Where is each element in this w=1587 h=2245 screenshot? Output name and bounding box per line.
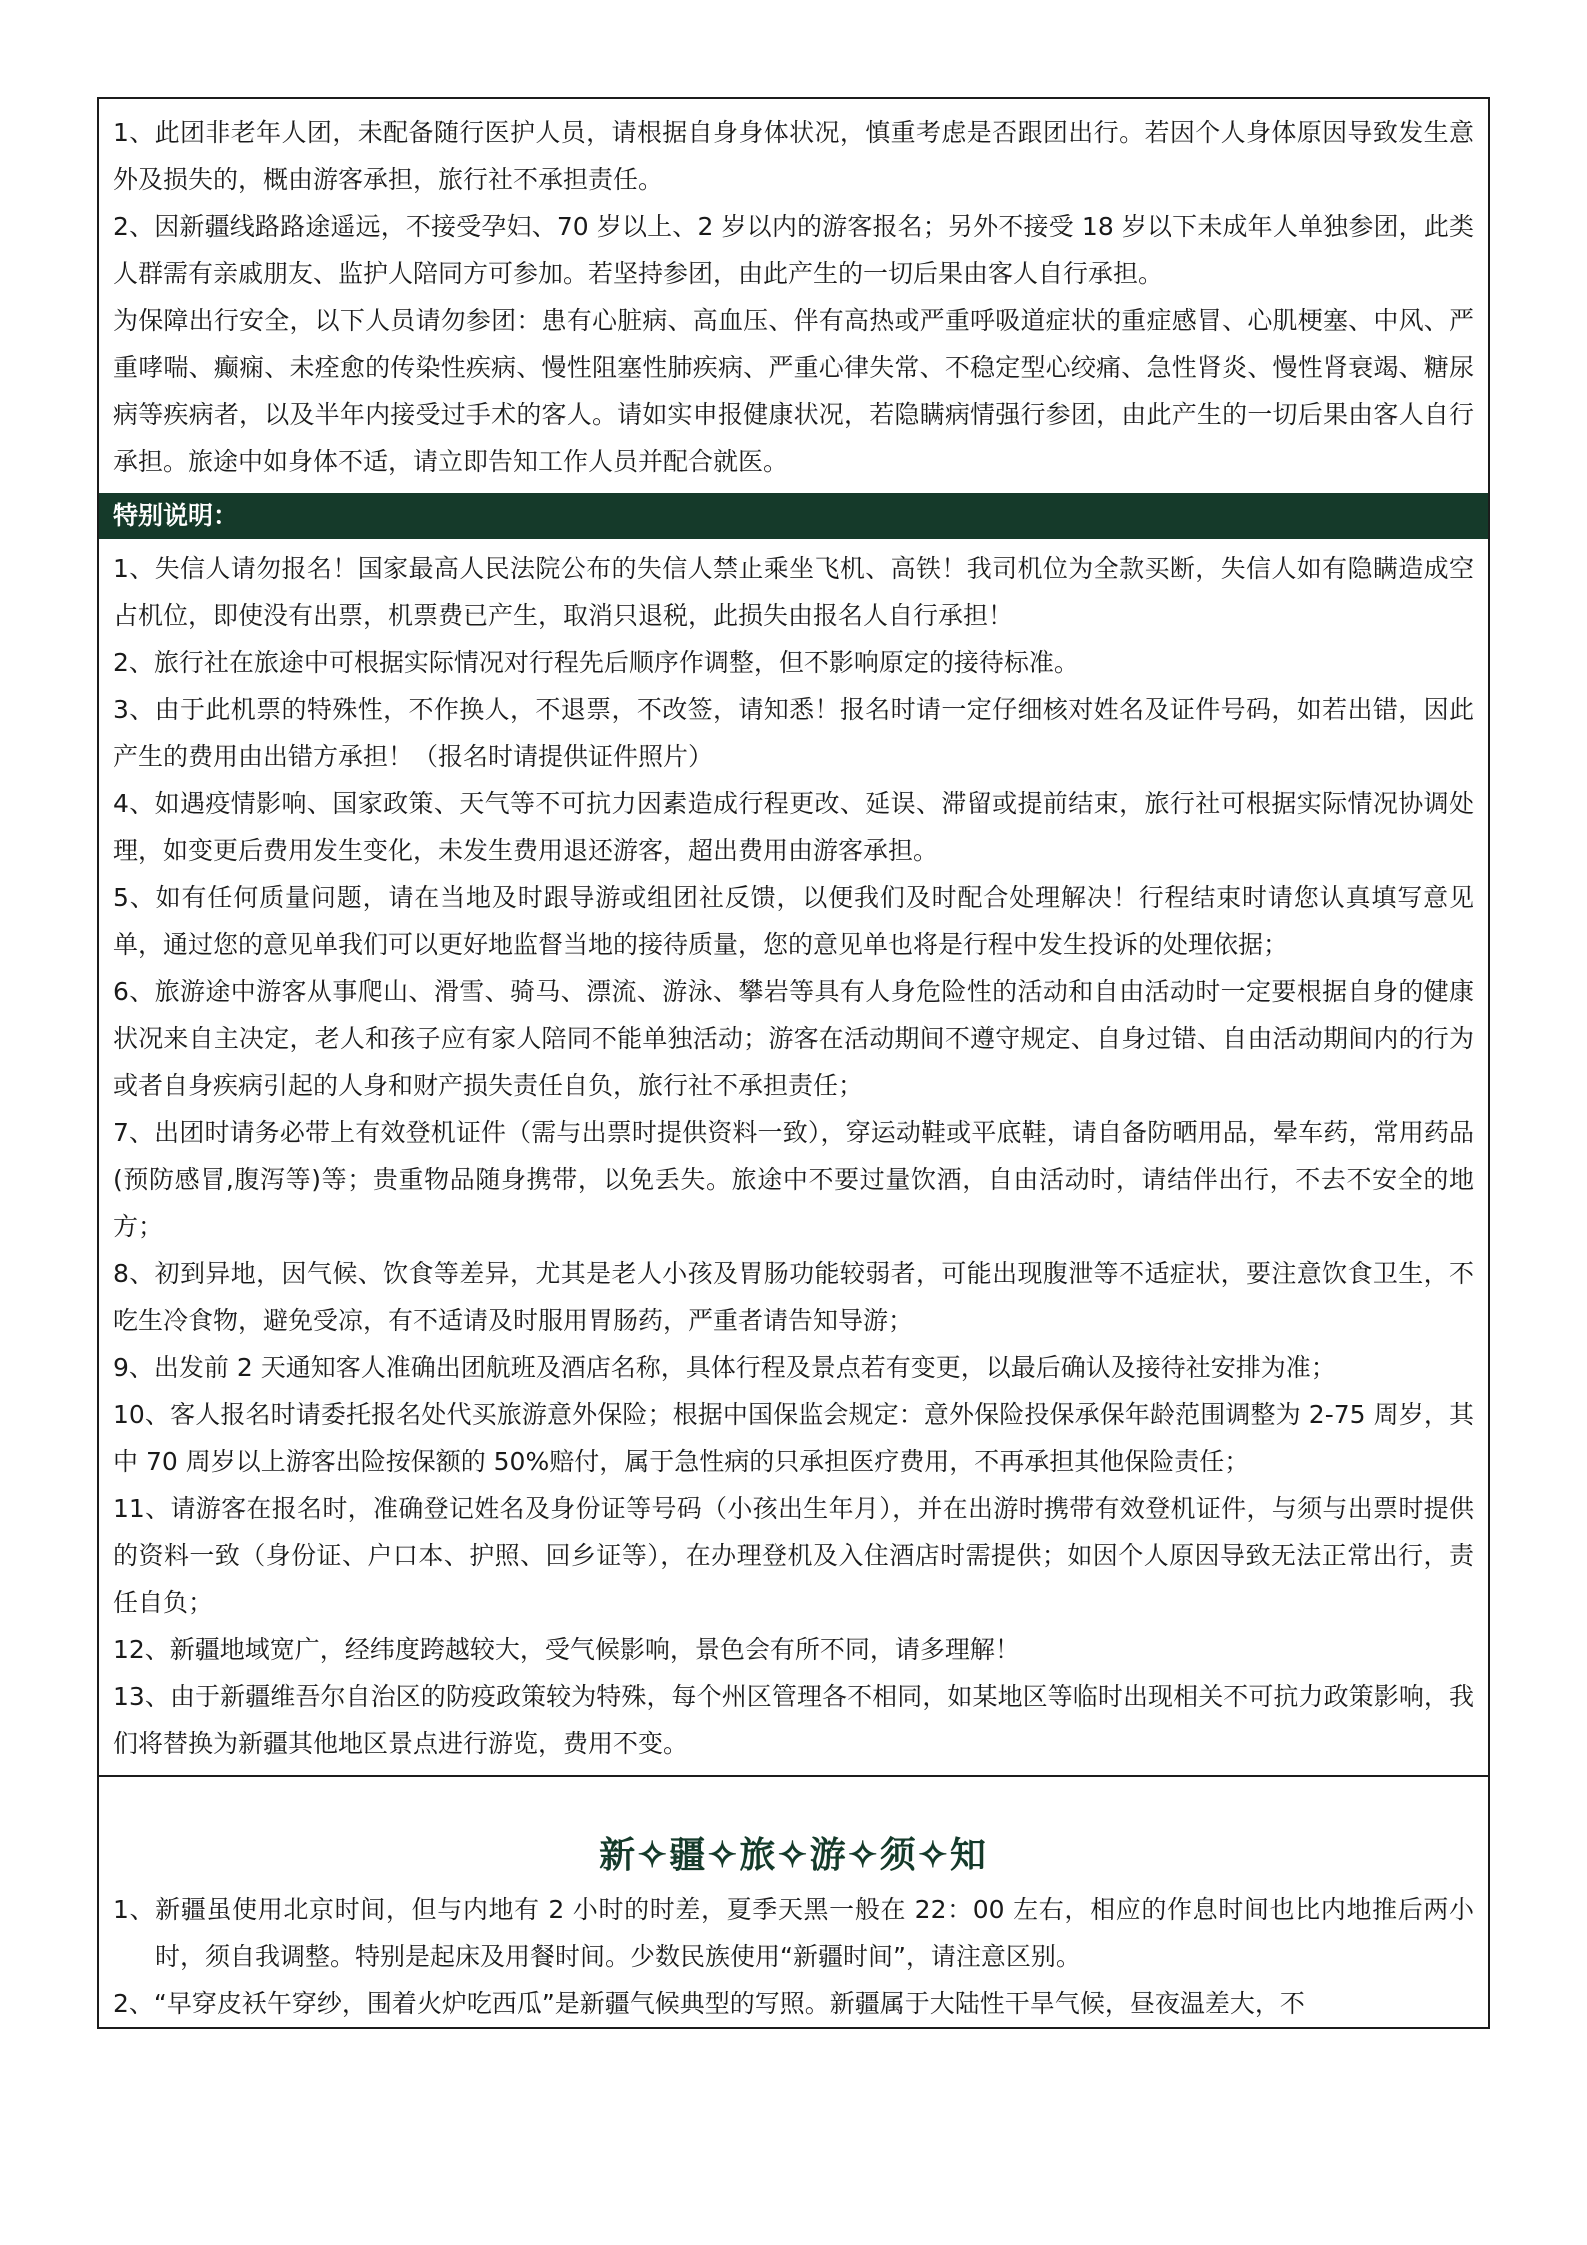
special-item-1: 1、失信人请勿报名！国家最高人民法院公布的失信人禁止乘坐飞机、高铁！我司机位为全款买断，失信人如有隐瞒造成空占机位，即使没有出票，机票费已产生，取消只退税，此损失由报名人自行承担！ (113, 554, 1474, 630)
special-item-8: 8、初到异地，因气候、饮食等差异，尤其是老人小孩及胃肠功能较弱者，可能出现腹泄等不适症状，要注意饮食卫生，不吃生冷食物，避免受凉，有不适请及时服用胃肠药，严重者请告知导游； (113, 1259, 1474, 1335)
special-item-7: 7、出团时请务必带上有效登机证件（需与出票时提供资料一致），穿运动鞋或平底鞋，请自备防晒用品，晕车药，常用药品(预防感冒,腹泻等)等；贵重物品随身携带，以免丢失。旅途中不要过量饮酒，自由活动时，请结伴出行，不去不安全的地方； (113, 1118, 1474, 1241)
special-item-6: 6、旅游途中游客从事爬山、滑雪、骑马、漂流、游泳、攀岩等具有人身危险性的活动和自由活动时一定要根据自身的健康状况来自主决定，老人和孩子应有家人陪同不能单独活动；游客在活动期间不遵守规定、自身过错、自由活动期间内的行为或者自身疾病引起的人身和财产损失责任自负，旅行社不承担责任； (113, 977, 1474, 1100)
health-paragraph-2: 2、因新疆线路路途遥远，不接受孕妇、70 岁以上、2 岁以内的游客报名；另外不接受 18 岁以下未成年人单独参团，此类人群需有亲戚朋友、监护人陪同方可参加。若坚持参团，由此产生的一切后果由客人自行承担。 (113, 212, 1474, 288)
travel-notice-title: 新✧疆✧旅✧游✧须✧知 (599, 1834, 988, 1876)
special-item-11: 11、请游客在报名时，准确登记姓名及身份证等号码（小孩出生年月），并在出游时携带有效登机证件，与须与出票时提供的资料一致（身份证、户口本、护照、回乡证等），在办理登机及入住酒店时需提供；如因个人原因导致无法正常出行，责任自负； (113, 1494, 1474, 1617)
special-item-9: 9、出发前 2 天通知客人准确出团航班及酒店名称，具体行程及景点若有变更，以最后确认及接待社安排为准； (113, 1353, 1336, 1382)
special-item-4: 4、如遇疫情影响、国家政策、天气等不可抗力因素造成行程更改、延误、滞留或提前结束，旅行社可根据实际情况协调处理，如变更后费用发生变化，未发生费用退还游客，超出费用由游客承担。 (113, 789, 1474, 865)
special-item-10: 10、客人报名时请委托报名处代买旅游意外保险；根据中国保监会规定：意外保险投保承保年龄范围调整为 2-75 周岁，其中 70 周岁以上游客出险按保额的 50%赔付，属于急性病的只承担医疗费用，不再承担其他保险责任； (113, 1400, 1474, 1476)
special-item-12: 12、新疆地域宽广，经纬度跨越较大，受气候影响，景色会有所不同，请多理解！ (113, 1635, 1020, 1664)
document-table (97, 97, 1490, 2029)
special-notes-section (99, 539, 1488, 1775)
section-divider (99, 1775, 1488, 1777)
special-item-5: 5、如有任何质量问题，请在当地及时跟导游或组团社反馈，以便我们及时配合处理解决！行程结束时请您认真填写意见单，通过您的意见单我们可以更好地监督当地的接待质量，您的意见单也将是行程中发生投诉的处理依据； (113, 883, 1474, 959)
notice-item-1: 1、新疆虽使用北京时间，但与内地有 2 小时的时差，夏季天黑一般在 22：00 左右，相应的作息时间也比内地推后两小时，须自我调整。特别是起床及用餐时间。少数民族使用“新疆时间”，请注意区别。 (113, 1895, 1474, 1971)
health-section (99, 99, 1488, 493)
health-paragraph-3: 为保障出行安全，以下人员请勿参团：患有心脏病、高血压、伴有高热或严重呼吸道症状的重症感冒、心肌梗塞、中风、严重哮喘、癫痫、未痊愈的传染性疾病、慢性阻塞性肺疾病、严重心律失常、不稳定型心绞痛、急性肾炎、慢性肾衰竭、糖尿病等疾病者，以及半年内接受过手术的客人。请如实申报健康状况，若隐瞒病情强行参团，由此产生的一切后果由客人自行承担。旅途中如身体不适，请立即告知工作人员并配合就医。 (113, 306, 1474, 476)
special-item-2: 2、旅行社在旅途中可根据实际情况对行程先后顺序作调整，但不影响原定的接待标准。 (113, 648, 1079, 677)
notice-item-2: 2、“早穿皮袄午穿纱，围着火炉吃西瓜”是新疆气候典型的写照。新疆属于大陆性干旱气候，昼夜温差大，不 (113, 1989, 1305, 2018)
special-item-3: 3、由于此机票的特殊性，不作换人，不退票，不改签，请知悉！报名时请一定仔细核对姓名及证件号码，如若出错，因此产生的费用由出错方承担！（报名时请提供证件照片） (113, 695, 1474, 771)
travel-notice-section (99, 1827, 1488, 2027)
special-item-13: 13、由于新疆维吾尔自治区的防疫政策较为特殊，每个州区管理各不相同，如某地区等临时出现相关不可抗力政策影响，我们将替换为新疆其他地区景点进行游览，费用不变。 (113, 1682, 1474, 1758)
special-notes-header: 特别说明： (99, 493, 1488, 539)
health-paragraph-1: 1、此团非老年人团，未配备随行医护人员，请根据自身身体状况，慎重考虑是否跟团出行。若因个人身体原因导致发生意外及损失的，概由游客承担，旅行社不承担责任。 (113, 118, 1474, 194)
